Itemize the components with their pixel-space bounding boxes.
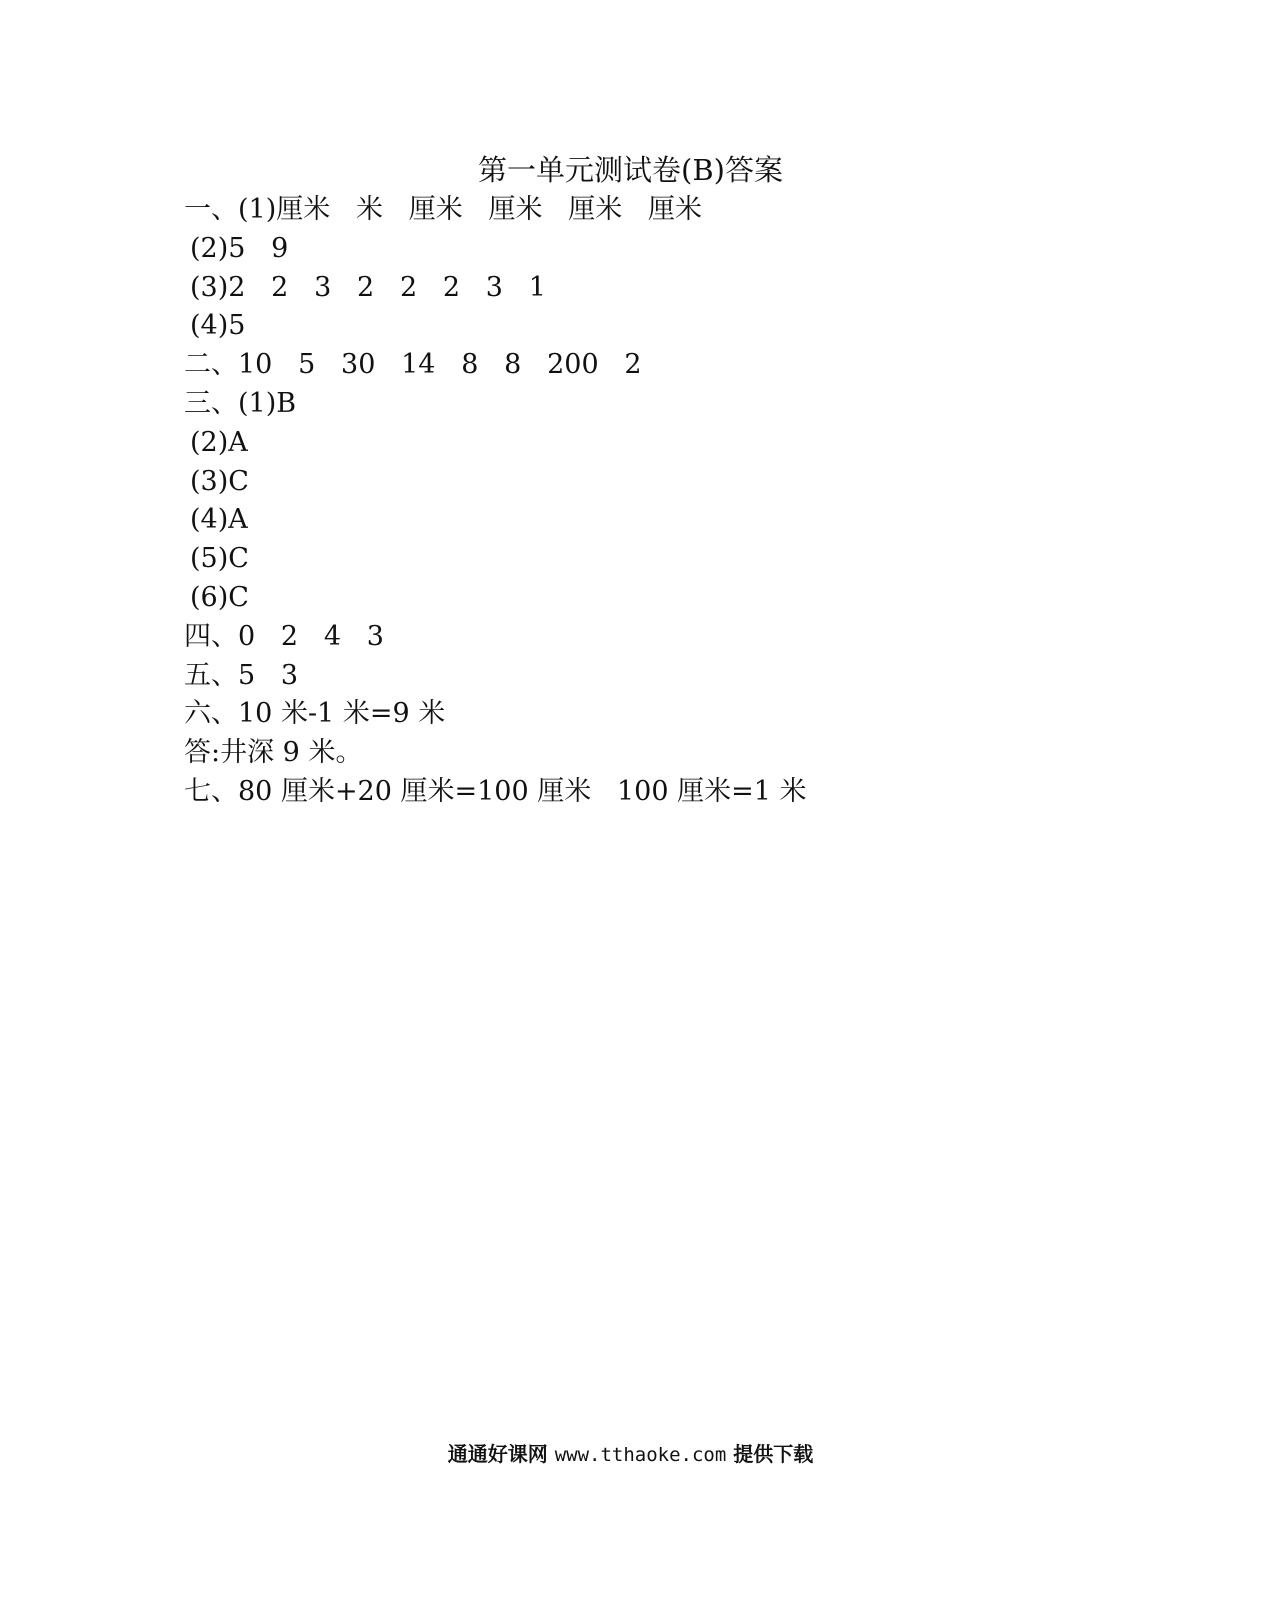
page-title: 第一单元测试卷(B)答案 — [478, 153, 783, 187]
answer-line-13: 五、5 3 — [184, 659, 299, 691]
footer-site-name: 通通好课网 — [447, 1442, 548, 1466]
footer-suffix: 提供下载 — [733, 1442, 814, 1466]
answer-line-5: 二、10 5 30 14 8 8 200 2 — [184, 349, 642, 381]
answer-line-1: 一、(1)厘米 米 厘米 厘米 厘米 厘米 — [184, 194, 702, 225]
answer-line-14: 六、10 米-1 米=9 米 — [184, 698, 446, 730]
footer-credit — [0, 1440, 1261, 1469]
answer-line-3: (3)2 2 3 2 2 2 3 1 — [190, 271, 546, 303]
answer-line-11: (6)C — [190, 581, 249, 613]
answer-line-7: (2)A — [190, 426, 248, 458]
answer-line-16: 七、80 厘米+20 厘米=100 厘米 100 厘米=1 米 — [184, 775, 807, 807]
answer-line-15: 答:井深 9 米。 — [184, 737, 363, 769]
answer-line-8: (3)C — [190, 465, 249, 497]
answer-line-10: (5)C — [190, 543, 249, 575]
answer-line-12: 四、0 2 4 3 — [184, 620, 384, 652]
answer-line-4: (4)5 — [190, 310, 246, 342]
footer-url[interactable]: www.tthaoke.com — [554, 1444, 727, 1466]
answer-line-2: (2)5 9 — [190, 232, 289, 264]
answer-list — [184, 191, 1184, 812]
answer-line-9: (4)A — [190, 504, 248, 536]
answer-line-6: 三、(1)B — [184, 387, 297, 419]
